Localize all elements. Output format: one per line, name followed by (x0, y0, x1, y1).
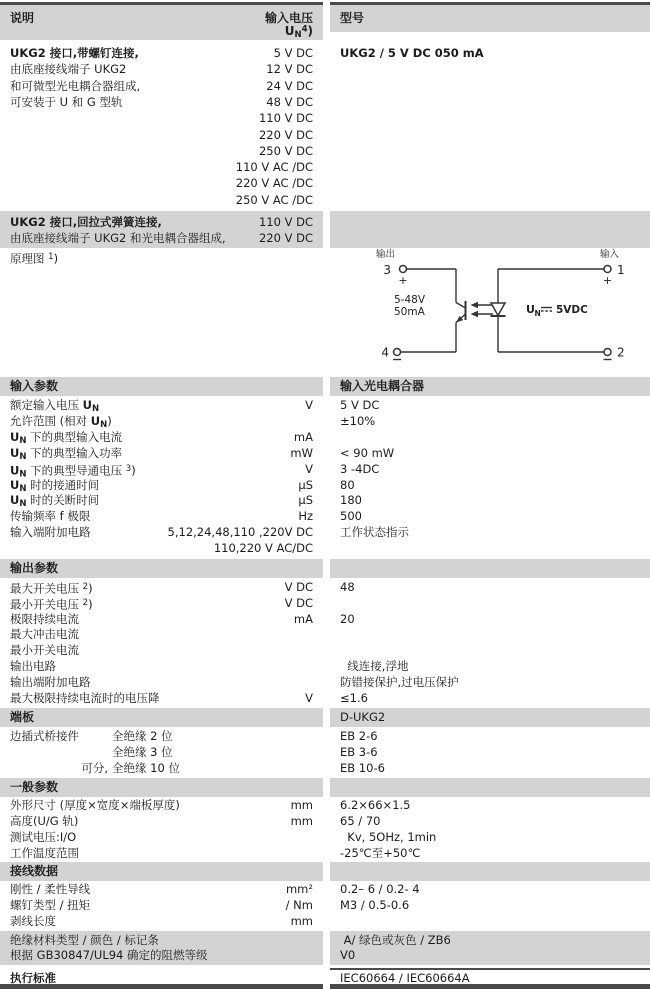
text-fragment: U (82, 398, 92, 412)
row-value: UKG2 / 5 V DC 050 mA (340, 46, 484, 60)
section-title-input-params: 输入参数 (10, 379, 59, 393)
row-label (10, 596, 93, 613)
spec-row-general-rows-2 (0, 814, 650, 830)
section-band-right-input-params (330, 377, 650, 396)
spec-row-output-rows-8 (0, 691, 650, 707)
schematic-load-voltage: 5-48V (394, 294, 426, 306)
header-right-band (330, 5, 650, 33)
row-prefix: 可分, (81, 761, 108, 775)
spec-row-input-rows-3 (0, 430, 650, 446)
section-band-end-plate (0, 708, 323, 727)
schematic-input-label: 输入 (600, 249, 620, 260)
header-left-band (0, 5, 323, 40)
spec-row-input-rows-10 (0, 541, 650, 557)
row-label: 输入端附加电路 (10, 525, 91, 540)
spec-row-spring-connection-1 (0, 214, 650, 230)
row-value: EB 2-6 (340, 729, 378, 743)
spec-row-output-rows-3 (0, 612, 650, 628)
text-fragment: N (100, 419, 108, 430)
light-arrow (471, 311, 479, 317)
section-right-title-end-plate: D-UKG2 (340, 710, 386, 724)
section-title-output-params: 输出参数 (10, 561, 59, 575)
row-label: 剥线长度 (10, 913, 56, 928)
row-value: 20 (340, 611, 355, 626)
row-unit: mm (290, 913, 313, 928)
text-fragment: ) (307, 23, 313, 38)
text-fragment: 4 (301, 24, 308, 34)
row-unit: V (305, 461, 313, 476)
row-unit: mm (290, 813, 313, 828)
row-unit: 48 V DC (266, 94, 313, 109)
spec-row-screw-connection-6 (0, 127, 650, 143)
spec-row-wiring-rows-3 (0, 914, 650, 930)
text-fragment: U (90, 413, 101, 428)
spec-row-output-rows-4 (0, 627, 650, 643)
row-value: -25℃至+50℃ (340, 845, 421, 860)
row-unit: µS (298, 493, 313, 508)
row-unit: 110 V AC /DC (235, 160, 313, 175)
column-header-model: 型号 (340, 10, 365, 25)
section-band-right-output-params (330, 559, 650, 578)
text-fragment: U (10, 477, 20, 492)
row-unit: µS (298, 477, 313, 492)
text-fragment: ) (107, 413, 112, 428)
section-title-general-params: 一般参数 (10, 780, 59, 794)
column-header-input-voltage: 输入电压 (264, 10, 313, 25)
spec-row-screw-connection-4 (0, 94, 650, 110)
spec-row-input-rows-5 (0, 462, 650, 478)
led-diode-triangle (491, 303, 505, 316)
schematic-pin1-polarity: + (602, 274, 613, 287)
spec-row-end-plate-rows-1 (0, 728, 650, 744)
row-value: 3 -4DC (340, 461, 380, 476)
section-right-title-input-params: 输入光电耦合器 (340, 379, 425, 393)
bottom-bar-right (330, 984, 650, 989)
section-band-wiring-data (0, 862, 323, 881)
light-arrow (471, 302, 479, 308)
text-fragment: 下的典型输入功率 (26, 445, 123, 460)
text-fragment: 3 (125, 463, 132, 474)
spec-row-screw-connection-10 (0, 192, 650, 208)
text-fragment: N (92, 404, 100, 414)
text-fragment: 2 (82, 582, 89, 592)
row-label: 高度(U/G 轨) (10, 813, 79, 828)
row-unit: 110,220 V AC/DC (213, 541, 313, 556)
row-value: 6.2×66×1.5 (340, 798, 411, 812)
schematic-output-label: 输出 (376, 249, 396, 260)
row-unit: mm (290, 798, 313, 812)
row-label: 和可微型光电耦合器组成, (10, 78, 141, 93)
text-fragment: 额定输入电压 (10, 398, 83, 412)
row-value: ≤1.6 (340, 690, 368, 705)
row-label: 测试电压:I/O (10, 829, 77, 844)
text-fragment: UKG2 接口,回拉式弹簧连接, (10, 214, 162, 229)
row-label: 刚性 / 柔性导线 (10, 882, 91, 896)
row-value: A/ 绿色或灰色 / ZB6 (340, 932, 451, 947)
text-fragment: 最小开关电压 (10, 597, 83, 612)
spec-row-screw-connection-7 (0, 143, 650, 159)
row-value: 0.2– 6 / 0.2- 4 (340, 882, 420, 896)
row-unit: 24 V DC (266, 78, 313, 93)
text-fragment: N (19, 483, 27, 494)
text-fragment: UKG2 接口,带螺钉连接, (10, 46, 139, 60)
spec-row-wiring-rows-2 (0, 898, 650, 914)
row-unit: mm² (285, 882, 313, 896)
section-band-input-params (0, 377, 323, 396)
row-label: 最小开关电流 (10, 643, 79, 658)
row-value: 500 (340, 509, 362, 524)
text-fragment: ) (131, 463, 136, 478)
row-value: < 90 mW (340, 445, 395, 460)
text-fragment: U (10, 493, 20, 508)
spec-row-input-rows-1 (0, 398, 650, 414)
row-label: 根据 GB30847/UL94 确定的阻燃等级 (10, 948, 208, 963)
section-band-right-end-plate (330, 708, 650, 727)
row-label: 输出电路 (10, 659, 56, 673)
section-band-output-params (0, 559, 323, 578)
spec-row-screw-connection-9 (0, 175, 650, 191)
row-unit: 250 V DC (258, 143, 313, 158)
row-unit: V (305, 690, 313, 705)
spec-row-input-rows-8 (0, 509, 650, 525)
text-fragment: U (10, 463, 20, 478)
schematic-pin4-number: 4 (381, 345, 389, 360)
optocoupler-schematic (330, 246, 650, 376)
spec-row-output-rows-1 (0, 580, 650, 596)
text-fragment: 2 (82, 597, 89, 608)
row-label (10, 249, 58, 267)
row-value: EB 3-6 (340, 745, 378, 759)
row-value: 180 (340, 493, 362, 508)
schematic-pin1-terminal (604, 266, 611, 273)
row-value: Kv, 5OHz, 1min (340, 829, 437, 844)
row-label: 最大极限持续电流时的电压降 (10, 690, 160, 705)
un-symbol-subscript: N (534, 309, 541, 318)
row-value: 48 (340, 580, 355, 594)
row-unit: 110 V DC (258, 214, 313, 229)
row-label: 极限持续电流 (10, 611, 79, 626)
spec-row-general-rows-4 (0, 846, 650, 862)
schematic-pin4-terminal (394, 349, 401, 356)
row-label: 可安装于 U 和 G 型轨 (10, 94, 123, 109)
text-fragment: N (19, 469, 27, 480)
schematic-pin3-polarity: + (398, 274, 408, 287)
un-symbol: U (526, 303, 535, 316)
text-fragment: 允许范围 (相对 (10, 413, 91, 428)
spec-row-screw-connection-5 (0, 110, 650, 126)
section-title-end-plate: 端板 (10, 710, 35, 724)
spec-row-input-rows-6 (0, 478, 650, 494)
text-fragment: ) (88, 597, 93, 612)
row-value: 线连接,浮地 (340, 659, 409, 673)
row-label: 工作温度范围 (10, 845, 79, 860)
spec-row-general-rows-1 (0, 798, 650, 814)
text-fragment: N (19, 451, 27, 462)
row-value: 工作状态指示 (340, 525, 409, 540)
schematic-pin1-number: 1 (617, 263, 625, 277)
row-mid-value: 全绝缘 3 位 (112, 745, 173, 759)
spec-row-input-rows-4 (0, 446, 650, 462)
text-fragment: N (294, 29, 302, 40)
text-fragment: N (19, 499, 27, 510)
text-fragment: N (19, 435, 27, 446)
bottom-bar-left (0, 984, 323, 989)
row-unit: mA (293, 611, 313, 626)
schematic-pin2-terminal (604, 349, 611, 356)
row-value: 65 / 70 (340, 813, 381, 828)
spec-row-screw-connection-8 (0, 159, 650, 175)
row-unit: 5,12,24,48,110 ,220V DC (167, 525, 313, 540)
spec-row-input-rows-7 (0, 493, 650, 509)
text-fragment: 1 (48, 252, 54, 262)
text-fragment: ) (53, 251, 59, 266)
schematic-pin2-number: 2 (617, 345, 625, 360)
row-value: 防错接保护,过电压保护 (340, 674, 459, 689)
text-fragment: 原理图 (10, 251, 49, 266)
text-fragment: 时的接通时间 (26, 477, 100, 492)
text-fragment: U (284, 23, 295, 38)
row-label: 由底座接线端子 UKG2 和光电耦合器组成, (10, 230, 226, 245)
text-fragment: 最大开关电压 (10, 581, 83, 596)
spec-row-wiring-rows-1 (0, 882, 650, 898)
column-header-un-symbol (285, 24, 313, 40)
row-value: IEC60664 / IEC60664A (340, 970, 470, 985)
section-title-wiring-data: 接线数据 (10, 864, 59, 878)
row-label: 外形尺寸 (厚度×宽度×端板厚度) (10, 798, 180, 812)
row-mid-value: 全绝缘 10 位 (112, 761, 180, 775)
row-mid-value: 全绝缘 2 位 (112, 729, 173, 743)
spec-row-screw-connection-1 (0, 45, 650, 61)
row-value: EB 10-6 (340, 761, 385, 775)
section-band-right-wiring-data (330, 862, 650, 881)
row-label: 边插式桥接件 (10, 729, 79, 743)
row-label (10, 971, 56, 985)
spec-row-insulation-1 (0, 933, 650, 949)
row-unit: V DC (284, 580, 313, 594)
row-label: 传输频率 f 极限 (10, 509, 91, 524)
row-value: 80 (340, 477, 355, 492)
row-label: 最大冲击电流 (10, 627, 79, 642)
section-band-general-params (0, 778, 323, 797)
text-fragment: 下的典型导通电压 (26, 463, 126, 478)
row-unit: 110 V DC (258, 111, 313, 126)
row-label: 输出端附加电路 (10, 674, 91, 689)
spec-row-end-plate-rows-3 (0, 760, 650, 776)
row-unit: 220 V DC (258, 127, 313, 142)
spec-row-output-rows-2 (0, 596, 650, 612)
spec-row-input-rows-9 (0, 525, 650, 541)
row-value: M3 / 0.5-0.6 (340, 897, 410, 912)
schematic-pin3-number: 3 (383, 263, 391, 277)
row-unit: V (305, 398, 313, 412)
schematic-pin3-terminal (400, 266, 407, 273)
row-unit: 12 V DC (266, 62, 313, 77)
row-unit: mW (290, 445, 313, 460)
text-fragment: 执行标准 (10, 970, 56, 985)
spec-row-output-rows-6 (0, 659, 650, 675)
row-value: 5 V DC (340, 398, 380, 412)
schematic-load-current: 50mA (394, 306, 425, 318)
row-value: ±10% (340, 413, 376, 428)
row-label: 由底座接线端子 UKG2 (10, 62, 127, 77)
column-header-description: 说明 (10, 10, 35, 25)
row-unit: 220 V DC (258, 230, 313, 245)
spec-row-output-rows-5 (0, 643, 650, 659)
spec-row-spring-connection-2 (0, 230, 650, 246)
spec-row-screw-connection-3 (0, 78, 650, 94)
row-unit: 250 V AC /DC (235, 192, 313, 207)
text-fragment: U (10, 445, 20, 460)
row-label: 螺钉类型 / 扭矩 (10, 897, 91, 912)
row-unit: Hz (298, 509, 313, 524)
row-value: V0 (340, 948, 356, 963)
spec-row-screw-connection-2 (0, 61, 650, 77)
text-fragment: 下的典型输入电流 (26, 429, 123, 444)
section-band-right-general-params (330, 778, 650, 797)
row-unit: / Nm (285, 897, 313, 912)
spec-row-insulation-2 (0, 948, 650, 964)
spec-row-end-plate-rows-2 (0, 744, 650, 760)
spec-row-general-rows-3 (0, 830, 650, 846)
text-fragment: U (10, 429, 20, 444)
spec-row-output-rows-7 (0, 675, 650, 691)
spec-row-standards-1 (0, 971, 650, 985)
spec-row-input-rows-2 (0, 414, 650, 430)
row-unit: 5 V DC (273, 46, 313, 60)
row-unit: V DC (284, 595, 313, 610)
row-label (10, 580, 93, 597)
un-value: 5VDC (556, 304, 588, 316)
row-label: 绝缘材料类型 / 颜色 / 标记条 (10, 932, 159, 947)
text-fragment: 时的关断时间 (26, 493, 100, 508)
row-unit: 220 V AC /DC (235, 176, 313, 191)
row-unit: mA (293, 429, 313, 444)
text-fragment: ) (88, 581, 93, 596)
